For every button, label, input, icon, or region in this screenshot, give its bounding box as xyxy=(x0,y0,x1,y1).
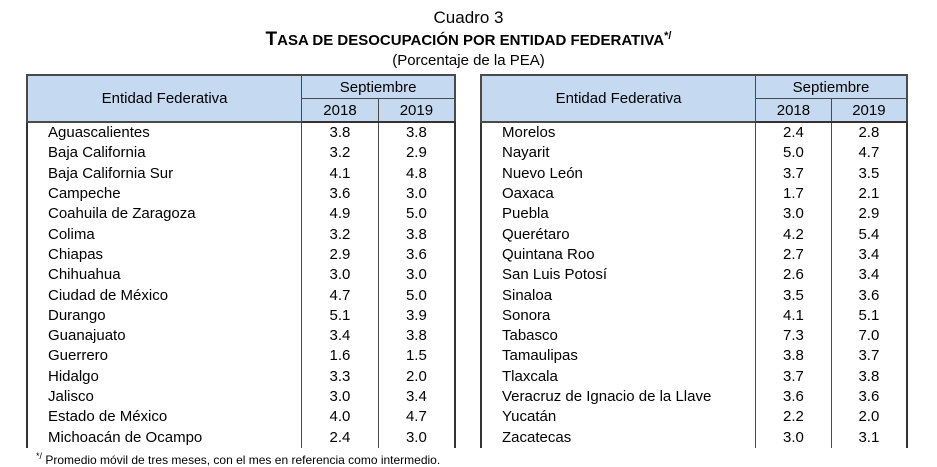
footnote-mark: */ xyxy=(36,451,43,461)
rate-2018: 2.4 xyxy=(756,122,832,143)
state-name: Guerrero xyxy=(27,346,302,366)
rate-2018: 1.6 xyxy=(302,346,379,366)
rate-2019: 2.1 xyxy=(831,184,907,204)
rate-2018: 3.4 xyxy=(302,326,379,346)
left-table-body xyxy=(27,122,455,448)
table-row xyxy=(481,407,907,427)
footnote-text: Promedio móvil de tres meses, con el mes en referencia como intermedio. xyxy=(42,453,441,467)
rate-2019: 4.7 xyxy=(831,143,907,163)
state-name: Coahuila de Zaragoza xyxy=(27,204,302,224)
state-name: Campeche xyxy=(27,184,302,204)
rate-2019: 2.0 xyxy=(378,367,455,387)
table-row xyxy=(481,326,907,346)
table-row xyxy=(481,122,907,143)
rate-2019: 3.6 xyxy=(831,387,907,407)
rate-2019: 3.8 xyxy=(378,326,455,346)
table-row xyxy=(27,122,455,143)
rate-2019: 3.5 xyxy=(831,164,907,184)
rate-2018: 3.2 xyxy=(302,143,379,163)
rate-2019: 3.8 xyxy=(378,122,455,143)
right-table-header xyxy=(481,75,907,122)
rate-2018: 5.0 xyxy=(756,143,832,163)
table-row xyxy=(27,245,455,265)
state-name: Nayarit xyxy=(481,143,756,163)
table-row xyxy=(481,265,907,285)
state-name: Aguascalientes xyxy=(27,122,302,143)
rate-2019: 2.9 xyxy=(378,143,455,163)
rate-2019: 3.0 xyxy=(378,184,455,204)
rate-2019: 3.9 xyxy=(378,306,455,326)
rate-2019: 3.8 xyxy=(831,367,907,387)
period-header: Septiembre xyxy=(756,75,907,99)
rate-2018: 3.3 xyxy=(302,367,379,387)
state-name: Ciudad de México xyxy=(27,285,302,305)
state-name: Hidalgo xyxy=(27,367,302,387)
table-number: Cuadro 3 xyxy=(433,8,504,27)
rate-2018: 3.0 xyxy=(756,204,832,224)
rate-2018: 4.7 xyxy=(302,285,379,305)
rate-2019: 5.0 xyxy=(378,204,455,224)
rate-2018: 3.6 xyxy=(302,184,379,204)
table-row xyxy=(481,427,907,447)
table-row xyxy=(27,184,455,204)
state-name: Tamaulipas xyxy=(481,346,756,366)
rate-2018: 2.4 xyxy=(302,427,379,447)
state-name: Colima xyxy=(27,224,302,244)
state-name: Guanajuato xyxy=(27,326,302,346)
state-name: Sonora xyxy=(481,306,756,326)
rate-2019: 5.0 xyxy=(378,285,455,305)
rate-2019: 7.0 xyxy=(831,326,907,346)
rate-2019: 3.4 xyxy=(378,387,455,407)
rate-2019: 5.1 xyxy=(831,306,907,326)
rate-2018: 1.7 xyxy=(756,184,832,204)
state-name: San Luis Potosí xyxy=(481,265,756,285)
rate-2018: 7.3 xyxy=(756,326,832,346)
year-2019-header: 2019 xyxy=(378,99,455,123)
table-row xyxy=(27,387,455,407)
rate-2018: 3.5 xyxy=(756,285,832,305)
rate-2019: 4.7 xyxy=(378,407,455,427)
rate-2019: 3.1 xyxy=(831,427,907,447)
left-table xyxy=(26,74,456,448)
rate-2018: 2.2 xyxy=(756,407,832,427)
table-row xyxy=(481,204,907,224)
rate-2018: 3.7 xyxy=(756,367,832,387)
state-name: Chiapas xyxy=(27,245,302,265)
rate-2018: 3.8 xyxy=(302,122,379,143)
table-subtitle: (Porcentaje de la PEA) xyxy=(392,52,545,69)
rate-2019: 3.6 xyxy=(831,285,907,305)
state-name: Baja California xyxy=(27,143,302,163)
rate-2018: 2.7 xyxy=(756,245,832,265)
entity-column-header: Entidad Federativa xyxy=(481,75,756,122)
rate-2018: 3.8 xyxy=(756,346,832,366)
state-name: Tlaxcala xyxy=(481,367,756,387)
rate-2019: 2.0 xyxy=(831,407,907,427)
rate-2019: 3.0 xyxy=(378,427,455,447)
rate-2019: 3.4 xyxy=(831,245,907,265)
state-name: Oaxaca xyxy=(481,184,756,204)
document-header xyxy=(0,8,937,69)
rate-2019: 2.9 xyxy=(831,204,907,224)
rate-2019: 2.8 xyxy=(831,122,907,143)
title-initial: T xyxy=(265,29,278,50)
table-row xyxy=(27,224,455,244)
rate-2018: 3.0 xyxy=(302,265,379,285)
right-table xyxy=(480,74,908,448)
title-text: ASA DE DESOCUPACIÓN POR ENTIDAD FEDERATIVA xyxy=(277,32,665,49)
entity-column-header: Entidad Federativa xyxy=(27,75,302,122)
table-row xyxy=(481,164,907,184)
state-name: Estado de México xyxy=(27,407,302,427)
table-row xyxy=(27,326,455,346)
state-name: Chihuahua xyxy=(27,265,302,285)
rate-2019: 1.5 xyxy=(378,346,455,366)
table-row xyxy=(481,224,907,244)
rate-2019: 3.8 xyxy=(378,224,455,244)
table-row xyxy=(27,265,455,285)
table-row xyxy=(481,184,907,204)
state-name: Baja California Sur xyxy=(27,164,302,184)
footnote xyxy=(36,451,440,467)
state-name: Yucatán xyxy=(481,407,756,427)
rate-2018: 4.0 xyxy=(302,407,379,427)
table-row xyxy=(27,367,455,387)
table-row xyxy=(27,143,455,163)
rate-2018: 4.2 xyxy=(756,224,832,244)
state-name: Michoacán de Ocampo xyxy=(27,427,302,447)
rate-2018: 3.0 xyxy=(756,427,832,447)
year-2018-header: 2018 xyxy=(302,99,379,123)
rate-2018: 2.9 xyxy=(302,245,379,265)
rate-2019: 3.0 xyxy=(378,265,455,285)
state-name: Nuevo León xyxy=(481,164,756,184)
rate-2018: 3.6 xyxy=(756,387,832,407)
table-row xyxy=(27,407,455,427)
left-table-header xyxy=(27,75,455,122)
table-row xyxy=(27,306,455,326)
year-2018-header: 2018 xyxy=(756,99,832,123)
rate-2019: 3.6 xyxy=(378,245,455,265)
rate-2018: 3.0 xyxy=(302,387,379,407)
state-name: Puebla xyxy=(481,204,756,224)
state-name: Veracruz de Ignacio de la Llave xyxy=(481,387,756,407)
state-name: Querétaro xyxy=(481,224,756,244)
table-row xyxy=(481,346,907,366)
rate-2018: 3.7 xyxy=(756,164,832,184)
table-row xyxy=(481,143,907,163)
table-row xyxy=(27,164,455,184)
period-header: Septiembre xyxy=(302,75,455,99)
rate-2019: 3.4 xyxy=(831,265,907,285)
table-row xyxy=(481,367,907,387)
state-name: Quintana Roo xyxy=(481,245,756,265)
rate-2018: 5.1 xyxy=(302,306,379,326)
table-row xyxy=(481,285,907,305)
table-row xyxy=(27,346,455,366)
rate-2019: 3.7 xyxy=(831,346,907,366)
table-row xyxy=(27,427,455,447)
year-2019-header: 2019 xyxy=(831,99,907,123)
state-name: Sinaloa xyxy=(481,285,756,305)
state-name: Jalisco xyxy=(27,387,302,407)
title-footnote-mark: */ xyxy=(664,30,672,42)
table-row xyxy=(27,285,455,305)
state-name: Tabasco xyxy=(481,326,756,346)
rate-2018: 3.2 xyxy=(302,224,379,244)
right-table-body xyxy=(481,122,907,448)
rate-2018: 4.1 xyxy=(756,306,832,326)
rate-2018: 4.1 xyxy=(302,164,379,184)
table-row xyxy=(27,204,455,224)
table-row xyxy=(481,245,907,265)
state-name: Durango xyxy=(27,306,302,326)
state-name: Zacatecas xyxy=(481,427,756,447)
rate-2019: 4.8 xyxy=(378,164,455,184)
table-row xyxy=(481,306,907,326)
rate-2019: 5.4 xyxy=(831,224,907,244)
table-row xyxy=(481,387,907,407)
table-title xyxy=(0,29,937,52)
state-name: Morelos xyxy=(481,122,756,143)
rate-2018: 4.9 xyxy=(302,204,379,224)
rate-2018: 2.6 xyxy=(756,265,832,285)
